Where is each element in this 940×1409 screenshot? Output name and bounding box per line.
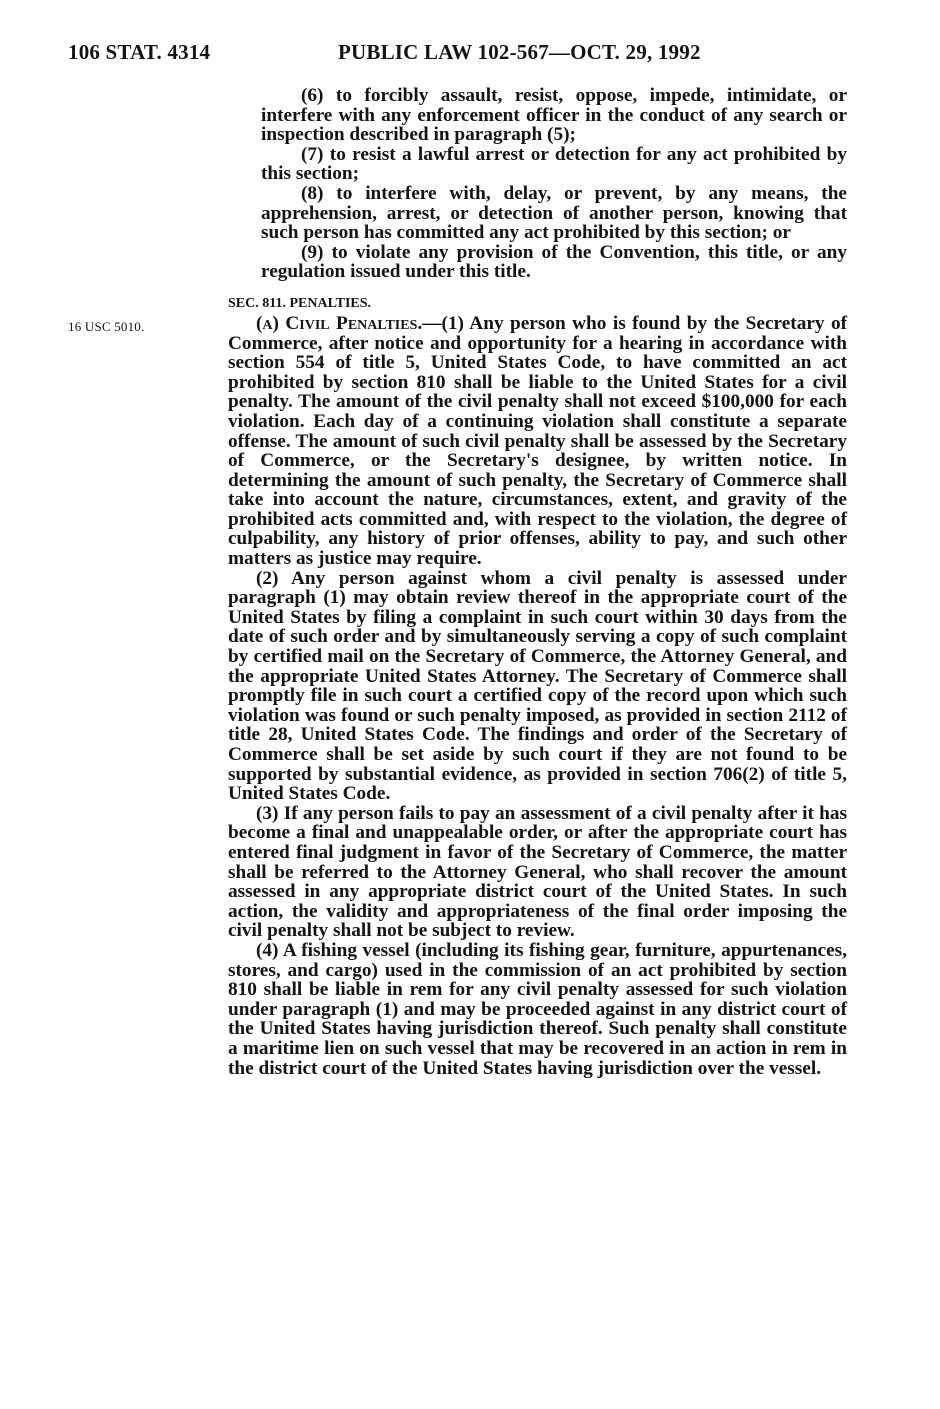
- paragraph-1-text: —(1) Any person who is found by the Secretary of Commerce, after notice and opportunity for a hearing in accordance with section 554 of title 5, United States Code, to have committed an act prohibited by section 810 shall be liable to the United States for a civil penalty. The amount of the civil penalty shall not exceed $100,000 for each violation. Each day of a continuing violation shall constitute a separate offense. The amount of such civil penalty shall be assessed by the Secretary of Commerce, or the Secretary's designee, by written notice. In determining the amount of such penalty, the Secretary of Commerce shall take into account the nature, circumstances, extent, and gravity of the prohibited acts committed and, with respect to the violation, the degree of culpability, any history of prior offenses, ability to pay, and such other matters as justice may require.: [228, 312, 848, 570]
- public-law-reference: PUBLIC LAW 102-567—OCT. 29, 1992: [338, 40, 701, 64]
- statute-reference: 106 STAT. 4314: [68, 40, 211, 64]
- section-paragraph-3: (3) If any person fails to pay an assessment of a civil penalty after it has become a final and unappealable order, or after the appropriate court has entered final judgment in favor of the Secretary of Commerce, the matter shall be referred to the Attorney General, who shall recover the amount assessed in any appropriate district court of the United States. In such action, the validity and appropriateness of the final order imposing the civil penalty shall not be subject to review.: [228, 802, 847, 942]
- section-paragraph-1: [228, 314, 847, 569]
- list-item-7: (7) to resist a lawful arrest or detection for any act prohibited by this section;: [261, 143, 847, 185]
- section-paragraph-4: (4) A fishing vessel (including its fishing gear, furniture, appurtenances, stores, and cargo) used in the commission of an act prohibited by section 810 shall be liable in rem for any civil penalty assessed for such violation under paragraph (1) and may be proceeded against in any district court of the United States having jurisdiction thereof. Such penalty shall constitute a maritime lien on such vessel that may be recovered in an action in rem in the district court of the United States having jurisdiction over the vessel.: [228, 939, 847, 1079]
- page-header: [68, 40, 868, 70]
- list-item-9: (9) to violate any provision of the Convention, this title, or any regulation issued under this title.: [261, 241, 847, 283]
- section-heading: SEC. 811. PENALTIES.: [228, 295, 372, 311]
- body-text: [228, 86, 847, 1078]
- list-item-6: (6) to forcibly assault, resist, oppose, impede, intimidate, or interfere with any enforcement officer in the conduct of any search or inspection described in paragraph (5);: [261, 85, 847, 146]
- usc-margin-note: 16 USC 5010.: [68, 319, 145, 334]
- subsection-label: (a) Civil Penalties.: [256, 312, 423, 334]
- section-paragraph-2: (2) Any person against whom a civil penalty is assessed under paragraph (1) may obtain review thereof in the appropriate court of the United States by filing a complaint in such court within 30 days from the date of such order and by simultaneously serving a copy of such complaint by certified mail on the Secretary of Commerce, the Attorney General, and the appropriate United States Attorney. The Secretary of Commerce shall promptly file in such court a certified copy of the record upon which such violation was found or such penalty imposed, as provided in section 2112 of title 28, United States Code. The findings and order of the Secretary of Commerce shall be set aside by such court if they are not found to be supported by substantial evidence, as provided in section 706(2) of title 5, United States Code.: [228, 567, 847, 805]
- list-item-8: (8) to interfere with, delay, or prevent, by any means, the apprehension, arrest, or detection of another person, knowing that such person has committed any act prohibited by this section; or: [261, 182, 847, 244]
